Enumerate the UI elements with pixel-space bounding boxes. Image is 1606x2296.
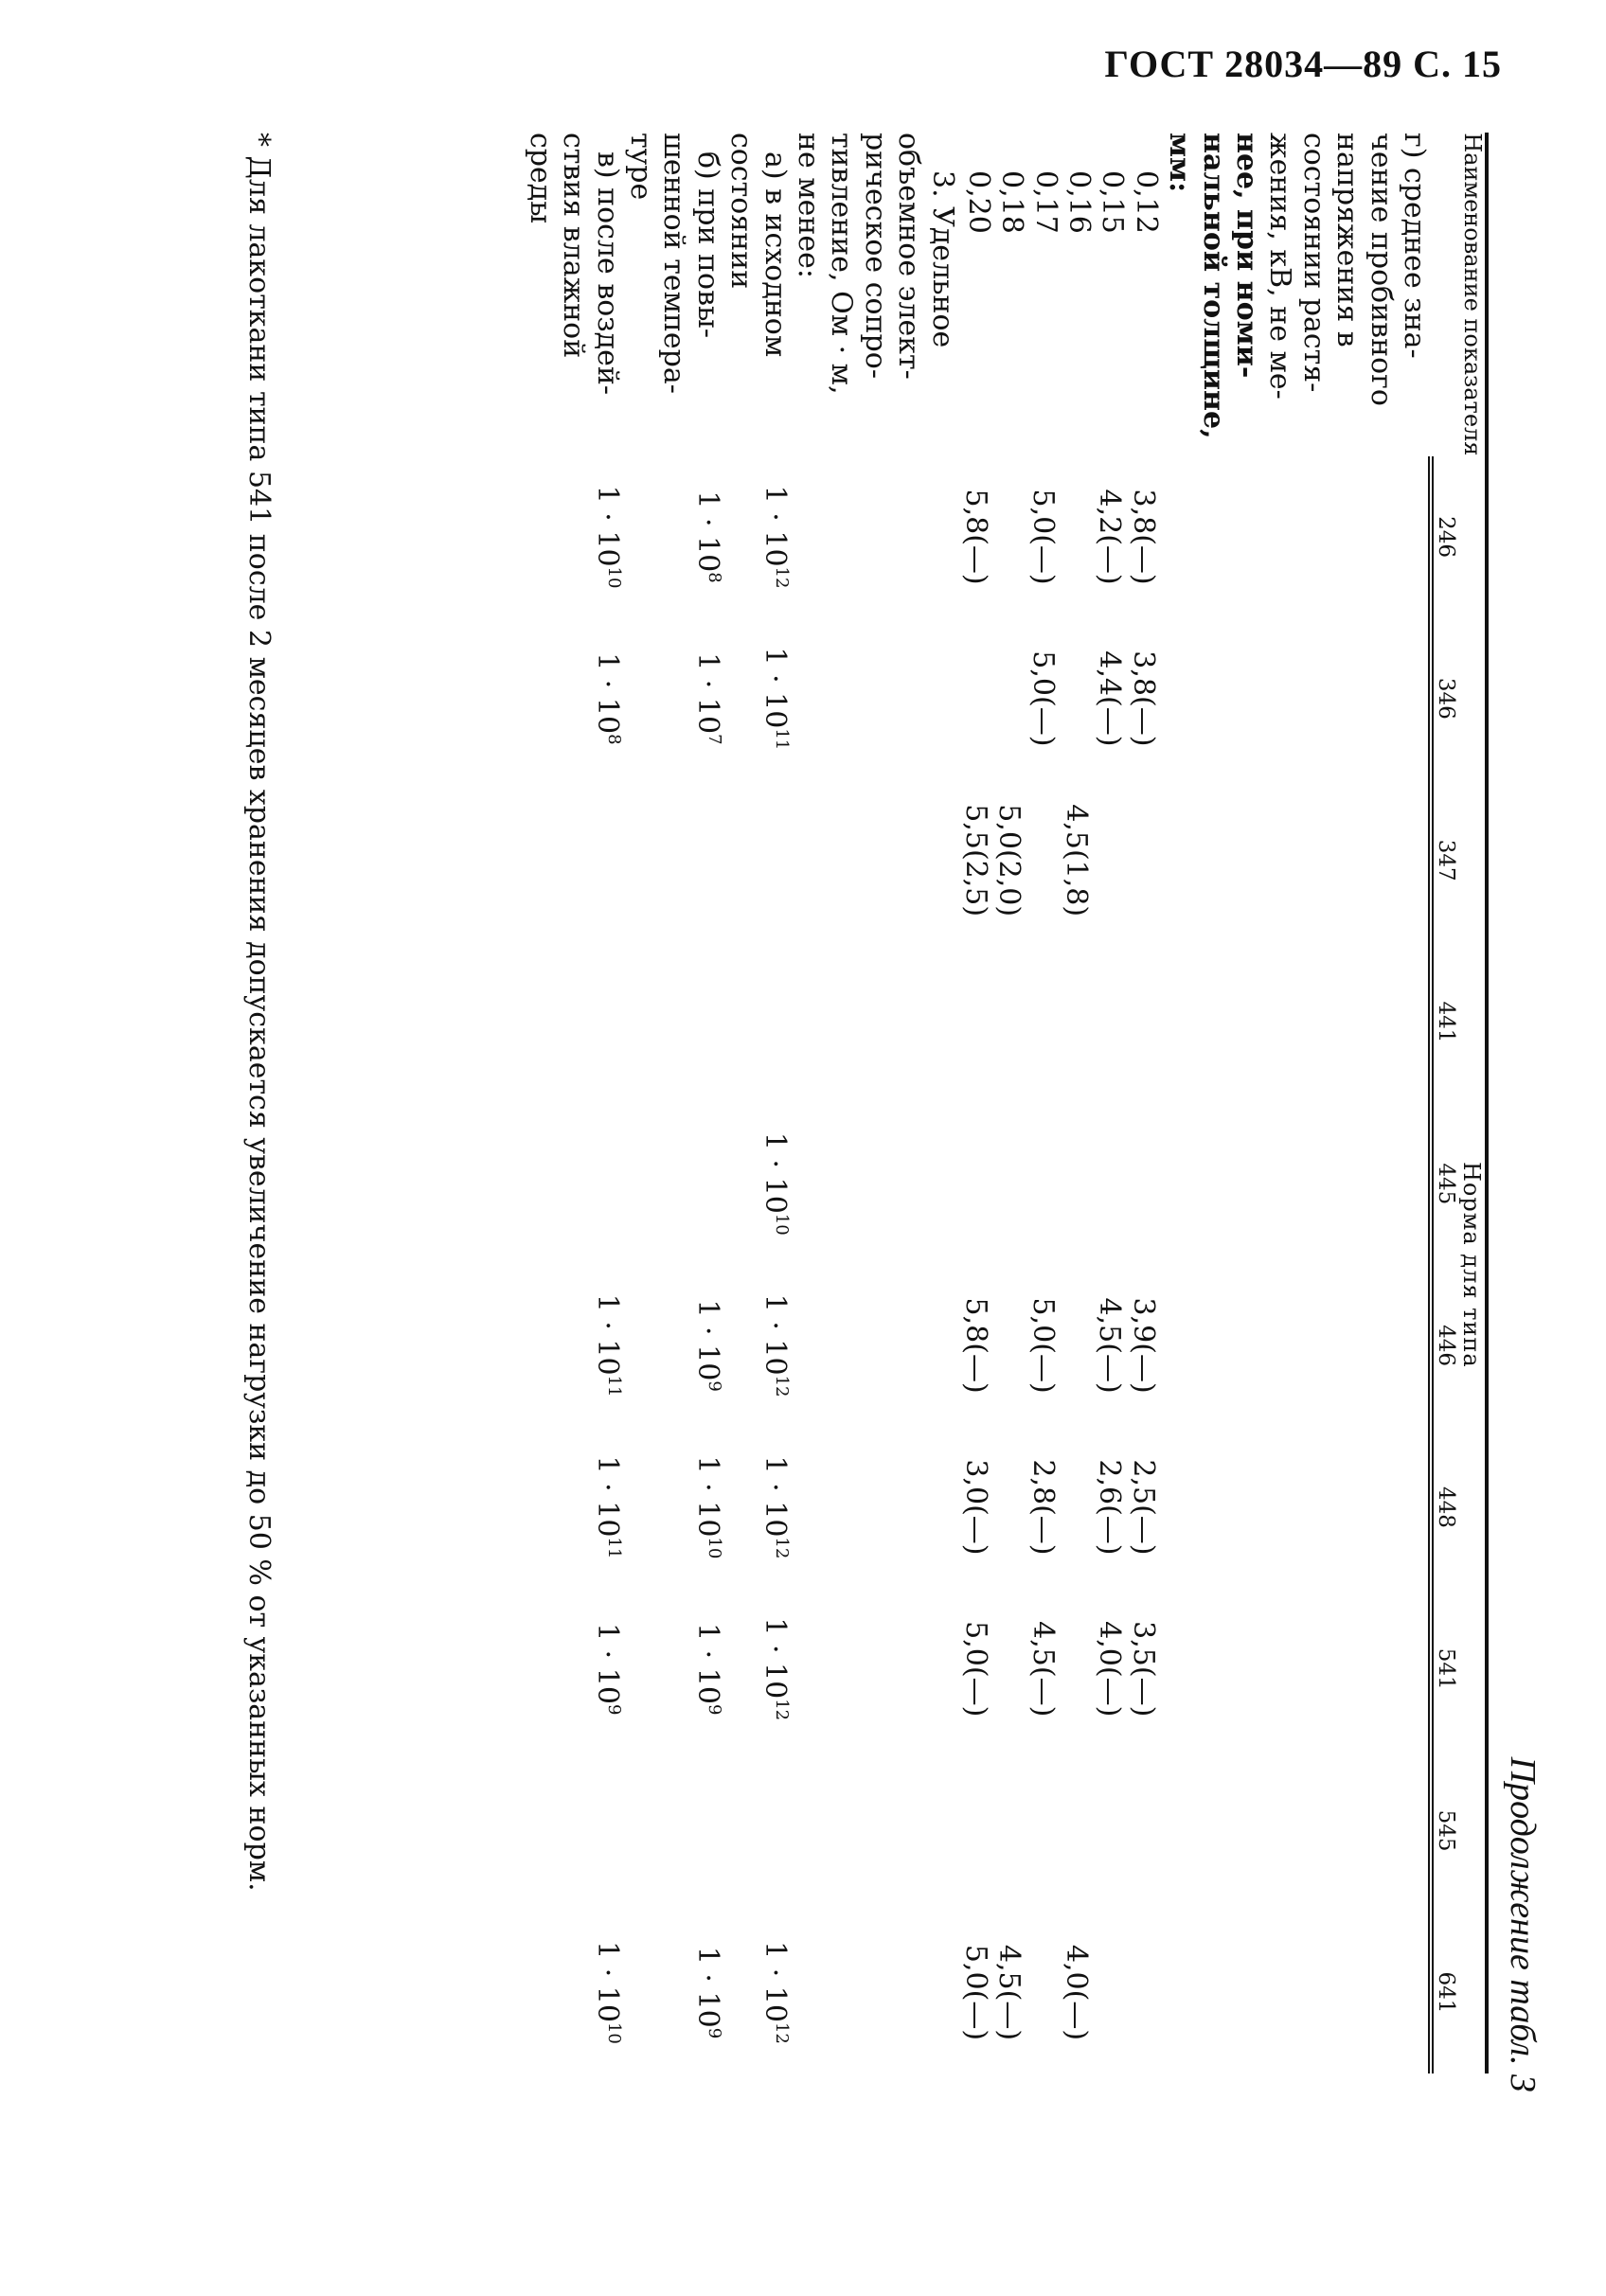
column-header-type-346: 346 bbox=[1431, 617, 1458, 779]
spacer bbox=[1227, 1427, 1260, 1589]
spacer bbox=[1294, 779, 1327, 941]
table-cell bbox=[1060, 1750, 1093, 1912]
spacer bbox=[1361, 1588, 1394, 1750]
table-cell bbox=[1126, 1912, 1159, 2074]
cell-resistivity-b-445 bbox=[624, 1103, 724, 1265]
table-cell bbox=[992, 1265, 1026, 1427]
table-cell bbox=[1093, 1750, 1126, 1912]
table-cell: $1 \cdot 10^{12}$ bbox=[758, 1941, 792, 2044]
spacer bbox=[1294, 617, 1327, 779]
table-cell bbox=[1026, 941, 1059, 1103]
thickness-label: 0,17 bbox=[1028, 170, 1062, 234]
label-line: нее, при номи- bbox=[1230, 133, 1264, 379]
exponent: 9 bbox=[704, 1703, 724, 1716]
spacer bbox=[1395, 1588, 1428, 1750]
cell-breakdown-541 bbox=[959, 1588, 1431, 1750]
row-label-resistivity bbox=[792, 133, 959, 456]
table-cell bbox=[690, 1103, 723, 1265]
spacer bbox=[1260, 941, 1294, 1103]
label-line: а) в исходном bbox=[758, 151, 792, 358]
exponent: 9 bbox=[603, 1703, 624, 1716]
cell-resistivity-v-545 bbox=[513, 1750, 623, 1912]
table-cell bbox=[1060, 1103, 1093, 1265]
column-group-header: Норма для типа bbox=[1458, 456, 1487, 2074]
spacer bbox=[1328, 1265, 1361, 1427]
exponent: 11 bbox=[603, 1537, 624, 1559]
spacer bbox=[1395, 941, 1428, 1103]
spacer bbox=[1395, 1750, 1428, 1912]
spacer bbox=[1395, 617, 1428, 779]
cell-breakdown-545 bbox=[959, 1750, 1431, 1912]
cell-resistivity-v-441 bbox=[513, 941, 623, 1103]
spacer bbox=[1328, 1588, 1361, 1750]
table-cell bbox=[1060, 1265, 1093, 1427]
spacer bbox=[1160, 941, 1193, 1103]
label-line: 3. Удельное bbox=[925, 170, 959, 348]
spacer bbox=[1227, 1103, 1260, 1265]
spacer bbox=[1193, 779, 1226, 941]
column-header-name: Наименование показателя bbox=[1431, 133, 1487, 456]
spacer bbox=[1361, 1912, 1394, 2074]
cell-resistivity-v-446 bbox=[513, 1265, 623, 1427]
spacer bbox=[1160, 1912, 1193, 2074]
table-cell: $1 \cdot 10^8$ bbox=[590, 652, 624, 745]
spacer bbox=[1395, 1103, 1428, 1265]
cell-resistivity-v-246 bbox=[513, 456, 623, 618]
label-line: жения, кВ, не ме- bbox=[1263, 133, 1297, 400]
label-line: шенной темпера- bbox=[657, 133, 691, 394]
cell-resistivity-b-441 bbox=[624, 941, 724, 1103]
label-line: б) при повы- bbox=[690, 151, 724, 338]
exponent: 10 bbox=[603, 2021, 624, 2044]
spacer bbox=[1193, 1912, 1226, 2074]
spacer bbox=[1294, 1265, 1327, 1427]
table-cell bbox=[959, 941, 992, 1103]
table-cell: $1 \cdot 10^9$ bbox=[590, 1623, 624, 1716]
table-row bbox=[513, 133, 623, 2074]
cell-resistivity-a-441 bbox=[724, 941, 792, 1103]
column-header-type-545: 545 bbox=[1431, 1750, 1458, 1912]
table-cell: 5,0(—) bbox=[1026, 1297, 1060, 1394]
table-cell: 5,0(—) bbox=[958, 1621, 992, 1718]
table-cell: 2,5(—) bbox=[1126, 1459, 1160, 1556]
cell-empty bbox=[792, 617, 959, 779]
footnote bbox=[241, 133, 277, 2074]
cell-resistivity-v-448 bbox=[513, 1427, 623, 1589]
cell-resistivity-a-246 bbox=[724, 456, 792, 618]
exponent: 10 bbox=[771, 1213, 792, 1236]
spacer bbox=[1294, 1103, 1327, 1265]
table-cell bbox=[959, 1103, 992, 1265]
table-cell: 5,0(—) bbox=[1026, 489, 1060, 585]
table-row bbox=[724, 133, 792, 2074]
cell-empty bbox=[792, 1103, 959, 1265]
spacer bbox=[1294, 941, 1327, 1103]
spacer bbox=[1328, 1750, 1361, 1912]
cell-resistivity-a-446 bbox=[724, 1265, 792, 1427]
table-cell bbox=[758, 779, 791, 941]
spacer bbox=[1193, 1103, 1226, 1265]
spacer bbox=[1193, 456, 1226, 618]
table-cell: 2,8(—) bbox=[1026, 1459, 1060, 1556]
table-cell bbox=[992, 456, 1026, 618]
spacer bbox=[1260, 1103, 1294, 1265]
table-cell: $1 \cdot 10^{10}$ bbox=[690, 1455, 724, 1559]
table-cell bbox=[1026, 779, 1059, 941]
spacer bbox=[1328, 1912, 1361, 2074]
row-label-breakdown-voltage bbox=[959, 133, 1431, 456]
table-cell bbox=[690, 1750, 723, 1912]
cell-resistivity-a-445 bbox=[724, 1103, 792, 1265]
spacer bbox=[1193, 1588, 1226, 1750]
spacer bbox=[1227, 456, 1260, 618]
label-line: чение пробивного bbox=[1364, 133, 1398, 406]
cell-empty bbox=[792, 1588, 959, 1750]
spacer bbox=[1260, 1265, 1294, 1427]
table-cell: $1 \cdot 10^{10}$ bbox=[758, 1131, 792, 1236]
cell-resistivity-b-346 bbox=[624, 617, 724, 779]
column-header-type-641: 641 bbox=[1431, 1912, 1458, 2074]
spacer bbox=[1361, 1750, 1394, 1912]
cell-resistivity-b-448 bbox=[624, 1427, 724, 1589]
table-cell: 3,9(—) bbox=[1126, 1297, 1160, 1394]
exponent: 10 bbox=[704, 1537, 724, 1559]
spacer bbox=[1395, 1912, 1428, 2074]
cell-empty bbox=[792, 779, 959, 941]
table-cell bbox=[1093, 779, 1126, 941]
spacer bbox=[1328, 1427, 1361, 1589]
spacer bbox=[1328, 779, 1361, 941]
spacer bbox=[1160, 1265, 1193, 1427]
spacer bbox=[1227, 617, 1260, 779]
table-cell: 4,0(—) bbox=[1060, 1944, 1094, 2041]
cell-breakdown-346 bbox=[959, 617, 1431, 779]
table-cell bbox=[1126, 779, 1159, 941]
table-cell bbox=[959, 617, 992, 779]
table-cell bbox=[959, 1750, 992, 1912]
label-line: объемное элект- bbox=[892, 133, 926, 380]
table-cell: 5,0(2,0) bbox=[992, 804, 1026, 917]
table-cell bbox=[690, 779, 723, 941]
spacer bbox=[1328, 1103, 1361, 1265]
table-cell bbox=[690, 941, 723, 1103]
cell-resistivity-b-446 bbox=[624, 1265, 724, 1427]
spacer bbox=[1260, 1588, 1294, 1750]
row-label-initial-state bbox=[724, 133, 792, 456]
label-line: рическое сопро- bbox=[858, 133, 892, 379]
cell-empty bbox=[792, 1427, 959, 1589]
table-cell bbox=[1060, 1588, 1093, 1750]
table-cell: $1 \cdot 10^{12}$ bbox=[758, 1455, 792, 1559]
table-cell: 3,5(—) bbox=[1126, 1621, 1160, 1718]
table-cell: 3,8(—) bbox=[1126, 489, 1160, 585]
table-cell bbox=[1060, 941, 1093, 1103]
spacer bbox=[1193, 1265, 1226, 1427]
label-line: напряжения в bbox=[1330, 133, 1365, 347]
thickness-label: 0,16 bbox=[1062, 170, 1097, 234]
cell-breakdown-641 bbox=[959, 1912, 1431, 2074]
table-row bbox=[959, 133, 1431, 2074]
spacer bbox=[1328, 456, 1361, 618]
table-cell bbox=[992, 1103, 1026, 1265]
table-cell: 3,8(—) bbox=[1126, 650, 1160, 747]
table-cell bbox=[1060, 617, 1093, 779]
column-header-type-347: 347 bbox=[1431, 779, 1458, 941]
spacer bbox=[1294, 456, 1327, 618]
footnote-text: * Для лакоткани типа 541 после 2 месяцев хранения допускается увеличение нагрузки до 50 % от указанных норм. bbox=[242, 133, 276, 1892]
table-cell: 5,5(2,5) bbox=[958, 804, 992, 917]
table-cell: $1 \cdot 10^9$ bbox=[690, 1299, 724, 1392]
table-cell: $1 \cdot 10^{10}$ bbox=[590, 1941, 624, 2044]
exponent: 11 bbox=[603, 1375, 624, 1397]
table-cell bbox=[758, 941, 791, 1103]
cell-resistivity-v-347 bbox=[513, 779, 623, 941]
cell-resistivity-b-246 bbox=[624, 456, 724, 618]
spacer bbox=[1361, 1265, 1394, 1427]
cell-resistivity-v-541 bbox=[513, 1588, 623, 1750]
cell-resistivity-b-541 bbox=[624, 1588, 724, 1750]
table-cell: $1 \cdot 10^7$ bbox=[690, 652, 724, 745]
table-cell bbox=[1060, 1427, 1093, 1589]
exponent: 10 bbox=[603, 566, 624, 589]
spacer bbox=[1193, 1427, 1226, 1589]
exponent: 12 bbox=[771, 2021, 792, 2044]
table-cell: 2,6(—) bbox=[1093, 1459, 1127, 1556]
spacer bbox=[1361, 1427, 1394, 1589]
spacer bbox=[1160, 1103, 1193, 1265]
column-header-type-446: 446 bbox=[1431, 1265, 1458, 1427]
spacer bbox=[1160, 617, 1193, 779]
spacer bbox=[1160, 1750, 1193, 1912]
column-header-type-541: 541 bbox=[1431, 1588, 1458, 1750]
spacer bbox=[1227, 1750, 1260, 1912]
spacer bbox=[1227, 941, 1260, 1103]
label-line: тивление, Ом · м, bbox=[825, 133, 859, 395]
cell-resistivity-a-541 bbox=[724, 1588, 792, 1750]
thickness-label: 0,18 bbox=[995, 170, 1029, 234]
exponent: 8 bbox=[603, 734, 624, 745]
spacer bbox=[1227, 779, 1260, 941]
table-cell bbox=[992, 1750, 1026, 1912]
spacer bbox=[1294, 1588, 1327, 1750]
spacer bbox=[1294, 1750, 1327, 1912]
spacer bbox=[1227, 1265, 1260, 1427]
cell-resistivity-a-448 bbox=[724, 1427, 792, 1589]
table-cell: 5,8(—) bbox=[958, 489, 992, 585]
spacer bbox=[1227, 1588, 1260, 1750]
cell-empty bbox=[792, 1265, 959, 1427]
table-cell bbox=[1026, 1912, 1059, 2074]
spacer bbox=[1361, 617, 1394, 779]
thickness-label: 0,15 bbox=[1096, 170, 1130, 234]
thickness-label: 0,20 bbox=[961, 170, 995, 234]
label-line: в) после воздей- bbox=[590, 151, 624, 396]
spacer bbox=[1193, 1750, 1226, 1912]
gost-table-3 bbox=[513, 133, 1489, 2074]
label-line: нальной толщине, bbox=[1196, 133, 1230, 439]
cell-empty bbox=[792, 1912, 959, 2074]
table-cell bbox=[1026, 1750, 1059, 1912]
table-cell: 4,0(—) bbox=[1093, 1621, 1127, 1718]
table-cell: 3,0(—) bbox=[958, 1459, 992, 1556]
table-cell: 4,2(—) bbox=[1093, 489, 1127, 585]
table-cell: $1 \cdot 10^{12}$ bbox=[758, 1293, 792, 1397]
cell-breakdown-445 bbox=[959, 1103, 1431, 1265]
column-header-type-441: 441 bbox=[1431, 941, 1458, 1103]
table-cell bbox=[1093, 1912, 1126, 2074]
page-header: ГОСТ 28034—89 С. 15 bbox=[1104, 43, 1502, 85]
table-cell bbox=[992, 941, 1026, 1103]
cell-resistivity-v-445 bbox=[513, 1103, 623, 1265]
spacer bbox=[1260, 1750, 1294, 1912]
table-cell bbox=[758, 1750, 791, 1912]
table-cell: $1 \cdot 10^9$ bbox=[690, 1946, 724, 2039]
table-row bbox=[792, 133, 959, 2074]
spacer bbox=[1328, 941, 1361, 1103]
table-cell: 5,0(—) bbox=[1026, 650, 1060, 747]
cell-resistivity-a-545 bbox=[724, 1750, 792, 1912]
cell-resistivity-a-346 bbox=[724, 617, 792, 779]
spacer bbox=[1193, 941, 1226, 1103]
exponent: 7 bbox=[704, 734, 724, 745]
table-cell bbox=[1126, 1103, 1159, 1265]
spacer bbox=[1260, 1912, 1294, 2074]
table-cell bbox=[992, 617, 1026, 779]
table-cell bbox=[1093, 1103, 1126, 1265]
table-cell: 5,8(—) bbox=[958, 1297, 992, 1394]
cell-resistivity-b-545 bbox=[624, 1750, 724, 1912]
spacer bbox=[1395, 1265, 1428, 1427]
table-row bbox=[624, 133, 724, 2074]
cell-resistivity-a-347 bbox=[724, 779, 792, 941]
table-cell: $1 \cdot 10^{11}$ bbox=[590, 1293, 624, 1397]
table-cell bbox=[1026, 1103, 1059, 1265]
spacer bbox=[1260, 1427, 1294, 1589]
table-cell: $1 \cdot 10^{12}$ bbox=[758, 1617, 792, 1721]
exponent: 11 bbox=[771, 728, 792, 751]
spacer bbox=[1160, 456, 1193, 618]
table-cell bbox=[1060, 456, 1093, 618]
row-label-elevated-temperature bbox=[624, 133, 724, 456]
table-cell bbox=[590, 779, 623, 941]
cell-resistivity-a-641 bbox=[724, 1912, 792, 2074]
exponent: 12 bbox=[771, 1699, 792, 1721]
exponent: 12 bbox=[771, 1537, 792, 1559]
thickness-label: 0,12 bbox=[1129, 170, 1163, 234]
label-line: среды bbox=[523, 133, 557, 224]
cell-empty bbox=[792, 1750, 959, 1912]
label-line: состоянии растя- bbox=[1296, 133, 1330, 393]
spacer bbox=[1260, 779, 1294, 941]
spacer bbox=[1361, 456, 1394, 618]
table-cell: 4,5(—) bbox=[1026, 1621, 1060, 1718]
spacer bbox=[1160, 1427, 1193, 1589]
table-continuation-caption: Продолжение табл. 3 bbox=[1503, 1756, 1543, 2092]
cell-resistivity-v-346 bbox=[513, 617, 623, 779]
spacer bbox=[1395, 456, 1428, 618]
table-cell: $1 \cdot 10^{12}$ bbox=[758, 485, 792, 589]
exponent: 9 bbox=[704, 2027, 724, 2039]
table-cell: $1 \cdot 10^{10}$ bbox=[590, 485, 624, 589]
table-cell bbox=[590, 1750, 623, 1912]
table-cell bbox=[590, 1103, 623, 1265]
spacer bbox=[1361, 779, 1394, 941]
exponent: 12 bbox=[771, 1375, 792, 1397]
table-cell: $1 \cdot 10^{11}$ bbox=[758, 647, 792, 751]
column-header-type-448: 448 bbox=[1431, 1427, 1458, 1589]
spacer bbox=[1160, 779, 1193, 941]
exponent: 9 bbox=[704, 1380, 724, 1392]
table-cell bbox=[992, 1427, 1026, 1589]
label-line: туре bbox=[624, 133, 658, 201]
label-line: не менее: bbox=[791, 133, 825, 278]
table-cell: 4,5(—) bbox=[992, 1944, 1026, 2041]
cell-breakdown-347 bbox=[959, 779, 1431, 941]
table-cell bbox=[992, 1588, 1026, 1750]
cell-resistivity-v-641 bbox=[513, 1912, 623, 2074]
cell-breakdown-446 bbox=[959, 1265, 1431, 1427]
column-header-type-246: 246 bbox=[1431, 456, 1458, 618]
table-cell: $1 \cdot 10^9$ bbox=[690, 1623, 724, 1716]
table-cell: 5,0(—) bbox=[958, 1944, 992, 2041]
cell-breakdown-448 bbox=[959, 1427, 1431, 1589]
table-cell: $1 \cdot 10^{11}$ bbox=[590, 1455, 624, 1559]
spacer bbox=[1361, 1103, 1394, 1265]
spacer bbox=[1294, 1427, 1327, 1589]
spacer bbox=[1294, 1912, 1327, 2074]
spacer bbox=[1361, 941, 1394, 1103]
column-header-type-445: 445 bbox=[1431, 1103, 1458, 1265]
table-cell: 4,5(—) bbox=[1093, 1297, 1127, 1394]
spacer bbox=[1227, 1912, 1260, 2074]
label-line: состоянии bbox=[724, 133, 758, 290]
cell-empty bbox=[792, 456, 959, 618]
cell-breakdown-441 bbox=[959, 941, 1431, 1103]
table-cell bbox=[1126, 941, 1159, 1103]
table-cell: $1 \cdot 10^8$ bbox=[690, 490, 724, 583]
label-line: мм: bbox=[1163, 133, 1197, 193]
label-line: г) среднее зна- bbox=[1398, 133, 1431, 359]
table-cell bbox=[1126, 1750, 1159, 1912]
cell-resistivity-b-347 bbox=[624, 779, 724, 941]
spacer bbox=[1395, 1427, 1428, 1589]
rotated-table-block bbox=[189, 133, 1544, 2092]
spacer bbox=[1193, 617, 1226, 779]
row-label-humid-environment bbox=[513, 133, 623, 456]
cell-empty bbox=[792, 941, 959, 1103]
table-cell: 4,4(—) bbox=[1093, 650, 1127, 747]
spacer bbox=[1260, 456, 1294, 618]
spacer bbox=[1395, 779, 1428, 941]
label-line: ствия влажной bbox=[557, 133, 591, 359]
table-cell bbox=[590, 941, 623, 1103]
spacer bbox=[1328, 617, 1361, 779]
cell-resistivity-b-641 bbox=[624, 1912, 724, 2074]
spacer bbox=[1260, 617, 1294, 779]
spacer bbox=[1160, 1588, 1193, 1750]
table-cell: 4,5(1,8) bbox=[1060, 804, 1094, 917]
cell-breakdown-246 bbox=[959, 456, 1431, 618]
exponent: 12 bbox=[771, 566, 792, 589]
exponent: 8 bbox=[704, 572, 724, 583]
table-cell bbox=[1093, 941, 1126, 1103]
